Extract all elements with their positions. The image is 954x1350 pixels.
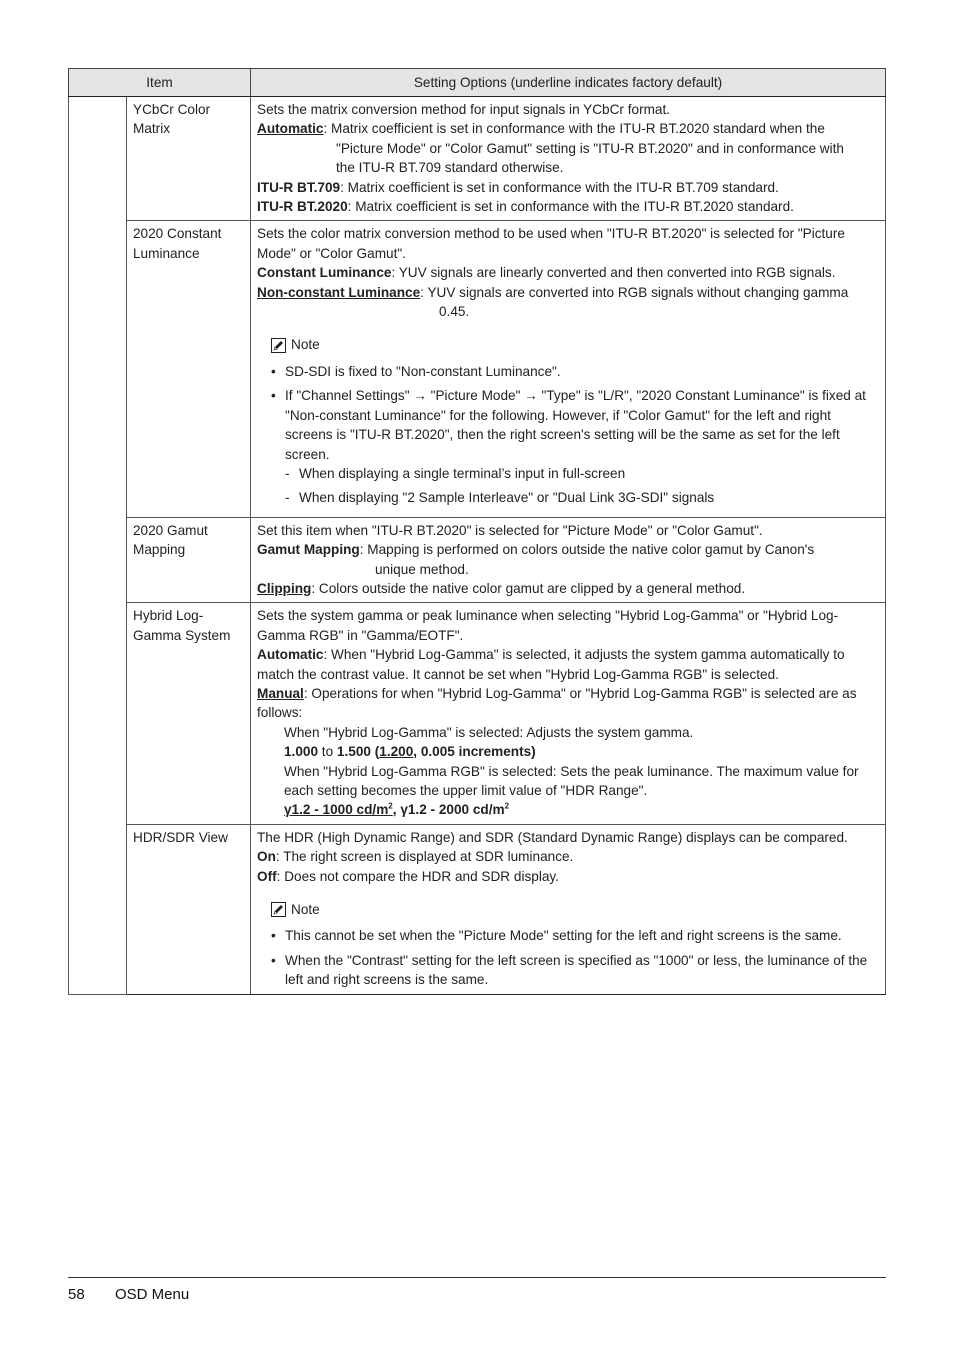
range-min: 1.000 <box>284 744 319 760</box>
option-label: On <box>257 849 276 865</box>
note-list <box>257 362 879 508</box>
list-item <box>257 386 879 507</box>
option-label: ITU-R BT.709 <box>257 179 341 195</box>
option-text: : Operations for when "Hybrid Log-Gamma" or "Hybrid Log-Gamma RGB" is selected are as follows: <box>257 685 857 721</box>
option-label: Automatic <box>257 121 324 137</box>
option-label: ITU-R BT.2020 <box>257 199 348 215</box>
table-header-row <box>69 69 886 97</box>
description-text: Sets the matrix conversion method for input signals in YCbCr format. <box>257 102 671 117</box>
option-text: : Matrix coefficient is set in conformance with the ITU-R BT.2020 standard when the <box>323 121 825 137</box>
list-item: • SD-SDI is fixed to "Non-constant Luminance". <box>257 362 879 381</box>
option-text: : YUV signals are converted into RGB signals without changing gamma <box>420 284 849 300</box>
option-1000-text: γ1.2 - 1000 cd/m <box>284 802 389 818</box>
range-increment: , 0.005 increments) <box>413 744 536 760</box>
note-heading <box>257 335 879 354</box>
note-list <box>257 926 879 989</box>
item-name-cell: 2020 Gamut Mapping <box>127 517 251 603</box>
option-label: Gamut Mapping <box>257 542 360 558</box>
option-text: unique method. <box>375 561 469 577</box>
option-text: : Colors outside the native color gamut are clipped by a general method. <box>311 580 746 596</box>
option-text: : When "Hybrid Log-Gamma" is selected, it adjusts the system gamma automatically to match the contrast value. It cannot be set when "Hybrid Log-Gamma RGB" is selected. <box>257 647 845 682</box>
range-default: 1.200 <box>379 744 414 760</box>
options-cell <box>251 824 886 994</box>
option-text: 0.45. <box>439 304 470 320</box>
list-item-text: If "Channel Settings" → "Picture Mode" → "Type" is "L/R", "2020 Constant Luminance" is fixed at "Non-constant Luminance" for the following. However, if "Color Gamut" for the left and right screens is "ITU-R BT.2020", then the right screen's setting will be the same as set for the left screen. <box>285 388 866 462</box>
description-text: Set this item when "ITU-R BT.2020" is selected for "Picture Mode" or "Color Gamut". <box>257 522 763 538</box>
option-default <box>284 802 393 817</box>
option-text: : Matrix coefficient is set in conformance with the ITU-R BT.2020 standard. <box>347 199 794 215</box>
note-label: Note <box>291 337 320 353</box>
footer-divider <box>68 1277 886 1278</box>
sub-option-text: Sets the peak luminance. The maximum value for each setting becomes the upper limit value of "HDR Range". <box>284 763 859 798</box>
option-text: : YUV signals are linearly converted and then converted into RGB signals. <box>391 265 836 281</box>
page-number: 58 <box>68 1286 85 1303</box>
options-cell <box>251 221 886 517</box>
description-text: Sets the color matrix conversion method to be used when "ITU-R BT.2020" is selected for "Picture Mode" or "Color Gamut". <box>257 226 845 261</box>
table-row <box>69 97 886 221</box>
option-label: Automatic <box>257 647 324 663</box>
option-text: "Picture Mode" or "Color Gamut" setting is "ITU-R BT.2020" and in conformance with <box>336 140 844 156</box>
option-label: Constant Luminance <box>257 265 392 281</box>
option-text: : Matrix coefficient is set in conformance with the ITU-R BT.709 standard. <box>340 179 779 195</box>
option-label: Off <box>257 868 277 884</box>
description-text: The HDR (High Dynamic Range) and SDR (Standard Dynamic Range) displays can be compared. <box>257 829 848 845</box>
options-cell <box>251 517 886 603</box>
superscript: 2 <box>388 801 393 811</box>
range-open: ( <box>370 744 380 760</box>
note-pencil-icon <box>271 902 286 917</box>
luminance-options <box>257 800 879 819</box>
option-text: the ITU-R BT.709 standard otherwise. <box>336 160 564 176</box>
option-label: Clipping <box>257 580 312 596</box>
item-name-cell: YCbCr Color Matrix <box>127 97 251 221</box>
settings-table <box>68 68 886 995</box>
option-text: : Does not compare the HDR and SDR display. <box>276 868 559 884</box>
column-header-item: Item <box>69 69 251 97</box>
sub-list-item: - When displaying "2 Sample Interleave" or "Dual Link 3G-SDI" signals <box>285 488 879 507</box>
option-text: : The right screen is displayed at SDR luminance. <box>275 849 574 865</box>
note-pencil-icon <box>271 338 286 353</box>
sub-option-label: When "Hybrid Log-Gamma" is selected: <box>284 724 524 740</box>
sub-option-text: Adjusts the system gamma. <box>523 724 694 740</box>
item-name-cell: 2020 Constant Luminance <box>127 221 251 517</box>
option-label: Non-constant Luminance <box>257 284 421 300</box>
sub-list-item: - When displaying a single terminal’s input in full-screen <box>285 464 879 483</box>
options-cell <box>251 97 886 221</box>
column-header-options: Setting Options (underline indicates factory default) <box>251 69 886 97</box>
item-name-cell: HDR/SDR View <box>127 824 251 994</box>
range-to: to <box>318 744 337 760</box>
item-name-cell: Hybrid Log-Gamma System <box>127 603 251 824</box>
table-row <box>69 603 886 824</box>
section-title: OSD Menu <box>115 1286 190 1303</box>
option-label: Manual <box>257 685 304 701</box>
parent-item-cell <box>69 97 127 995</box>
options-cell <box>251 603 886 824</box>
superscript: 2 <box>504 801 510 811</box>
option-2000-text: γ1.2 - 2000 cd/m <box>400 802 505 818</box>
note-heading <box>257 900 879 919</box>
sub-list <box>285 464 879 508</box>
table-row <box>69 221 886 517</box>
range-max: 1.500 <box>336 744 371 760</box>
option-separator: , <box>392 802 401 818</box>
note-label: Note <box>291 902 320 918</box>
value-range <box>257 742 879 761</box>
sub-option-label: When "Hybrid Log-Gamma RGB" is selected: <box>284 763 557 779</box>
list-item: • This cannot be set when the "Picture Mode" setting for the left and right screens is the same. <box>257 926 879 945</box>
table-row <box>69 824 886 994</box>
table-row <box>69 517 886 603</box>
option-text: : Mapping is performed on colors outside the native color gamut by Canon's <box>359 542 815 558</box>
description-text: Sets the system gamma or peak luminance when selecting "Hybrid Log-Gamma" or "Hybrid Log-Gamma RGB" in "Gamma/EOTF". <box>257 608 839 643</box>
list-item: • When the "Contrast" setting for the left screen is specified as "1000" or less, the luminance of the left and right screens is the same. <box>257 951 879 990</box>
